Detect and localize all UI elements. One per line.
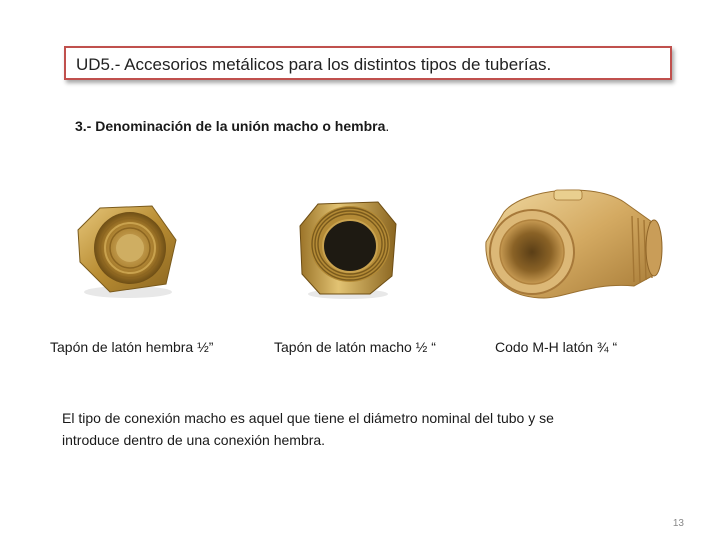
subtitle-period: . [385,118,390,134]
caption-female-cap: Tapón de latón hembra ½” [50,339,214,355]
slide-title-box [64,46,672,80]
brass-female-cap-image [70,200,182,300]
body-paragraph [62,407,682,451]
brass-elbow-image [484,182,666,302]
section-subtitle [75,118,389,134]
page-number: 13 [672,518,684,529]
brass-male-plug-image [292,196,404,302]
body-line-1: El tipo de conexión macho es aquel que tiene el diámetro nominal del tubo y se [62,410,554,426]
caption-elbow: Codo M-H latón ¾ “ [495,339,618,355]
body-line-2: introduce dentro de una conexión hembra. [62,432,326,448]
subtitle-bold-text: 3.- Denominación de la unión macho o hembra [75,118,386,134]
caption-male-plug: Tapón de latón macho ½ “ [274,339,436,355]
slide-title: UD5.- Accesorios metálicos para los distintos tipos de tuberías. [76,55,552,74]
